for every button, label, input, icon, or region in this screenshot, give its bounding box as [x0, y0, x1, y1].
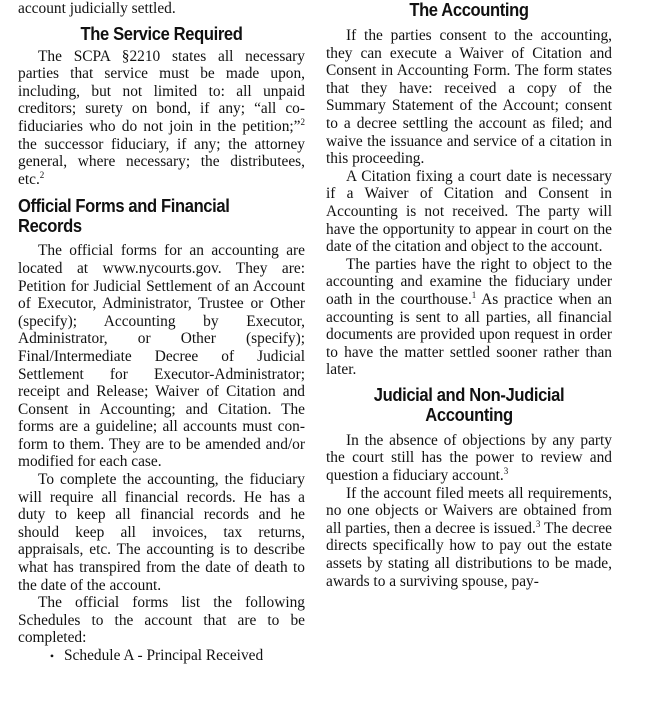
list-item-text: Schedule A - Principal Received: [64, 647, 264, 664]
left-column: [18, 0, 305, 666]
paragraph-right-to-object: The parties have the right to object to the accounting and examine the fiduciary under oath in the courthouse.$^1$ As practice when an accounting is sent to all parties, all financial documents are provided upon request in order to have the matter settled sooner rather than later.: [326, 255, 612, 379]
paragraph-waiver: If the parties consent to the accounting, they can execute a Waiver of Citation and Consent in Accounting Form. The form states that they have: received a copy of the Summary Statement of the Account; consent to a decree settling the account as filed; and waive the issuance and service of a citation in this proceeding.: [326, 27, 612, 168]
paragraph-absence-objections: In the absence of objections by any party the court still has the power to review and question a fiduciary account.$^3$: [326, 431, 612, 485]
footnote-ref: 2: [300, 116, 305, 127]
bullet-icon: •: [49, 649, 55, 663]
right-column: [326, 0, 612, 590]
paragraph-schedules: The official forms list the following Schedules to the account that are to be completed:: [18, 594, 305, 647]
paragraph-service: The SCPA §2210 states all necessary parties that service must be made upon, including, but not limited to: all unpaid creditors; surety on bond, if any; “all co-fiduciaries who do not join in the petition;”$^2$ the successor fiduciary, if any; the attorney general, where necessary; the distributees, etc.$^2$: [18, 47, 305, 188]
footnote-ref: 3: [535, 518, 541, 529]
paragraph-official-forms: The official forms for an accounting are located at www.nycourts.gov. They are: Petition for Judicial Settlement of an Account of Executor, Administrator, Trustee or Other (specify); Accounting by Executor, Administrator, or Other (specify); Final/Intermediate Decree of Judicial Settlement for Executor-Administrator; receipt and Release; Waiver of Citation and Consent in Accounting; and Citation. The forms are a guideline; all accounts must conform to them. They are to be amended and/or modified for each case.: [18, 242, 305, 471]
paragraph-decree: If the account filed meets all requirements, no one objects or Waivers are obtained from all parties, then a decree is issued.$^3$ The decree directs specifically how to pay out the estate assets by stating all distributions to be made, awards to a surviving spouse, pay-: [326, 484, 612, 590]
heading-service-required: The Service Required: [80, 23, 243, 44]
paragraph-complete-accounting: To complete the accounting, the fiduciary will require all financial records. He has a duty to keep all financial records and he should keep all invoices, tax returns, appraisals, etc. The accounting is to describe what has transpired from the date of death to the date of the account.: [18, 471, 305, 594]
footnote-ref: 1: [471, 289, 477, 300]
footnote-ref: 3: [503, 465, 509, 476]
heading-official-forms: Official Forms and Financial Records: [18, 196, 230, 237]
heading-the-accounting: The Accounting: [409, 0, 529, 20]
paragraph-citation: A Citation fixing a court date is necessary if a Waiver of Citation and Consent in Accounting is not received. The party will have the opportunity to appear in court on the date of the citation and object to the account.: [326, 167, 612, 256]
heading-judicial-non-judicial: Judicial and Non-Judicial Accounting: [373, 384, 565, 425]
carryover-line: account judicially settled.: [18, 0, 176, 17]
list-item: [18, 647, 305, 666]
footnote-ref: 2: [39, 169, 45, 180]
